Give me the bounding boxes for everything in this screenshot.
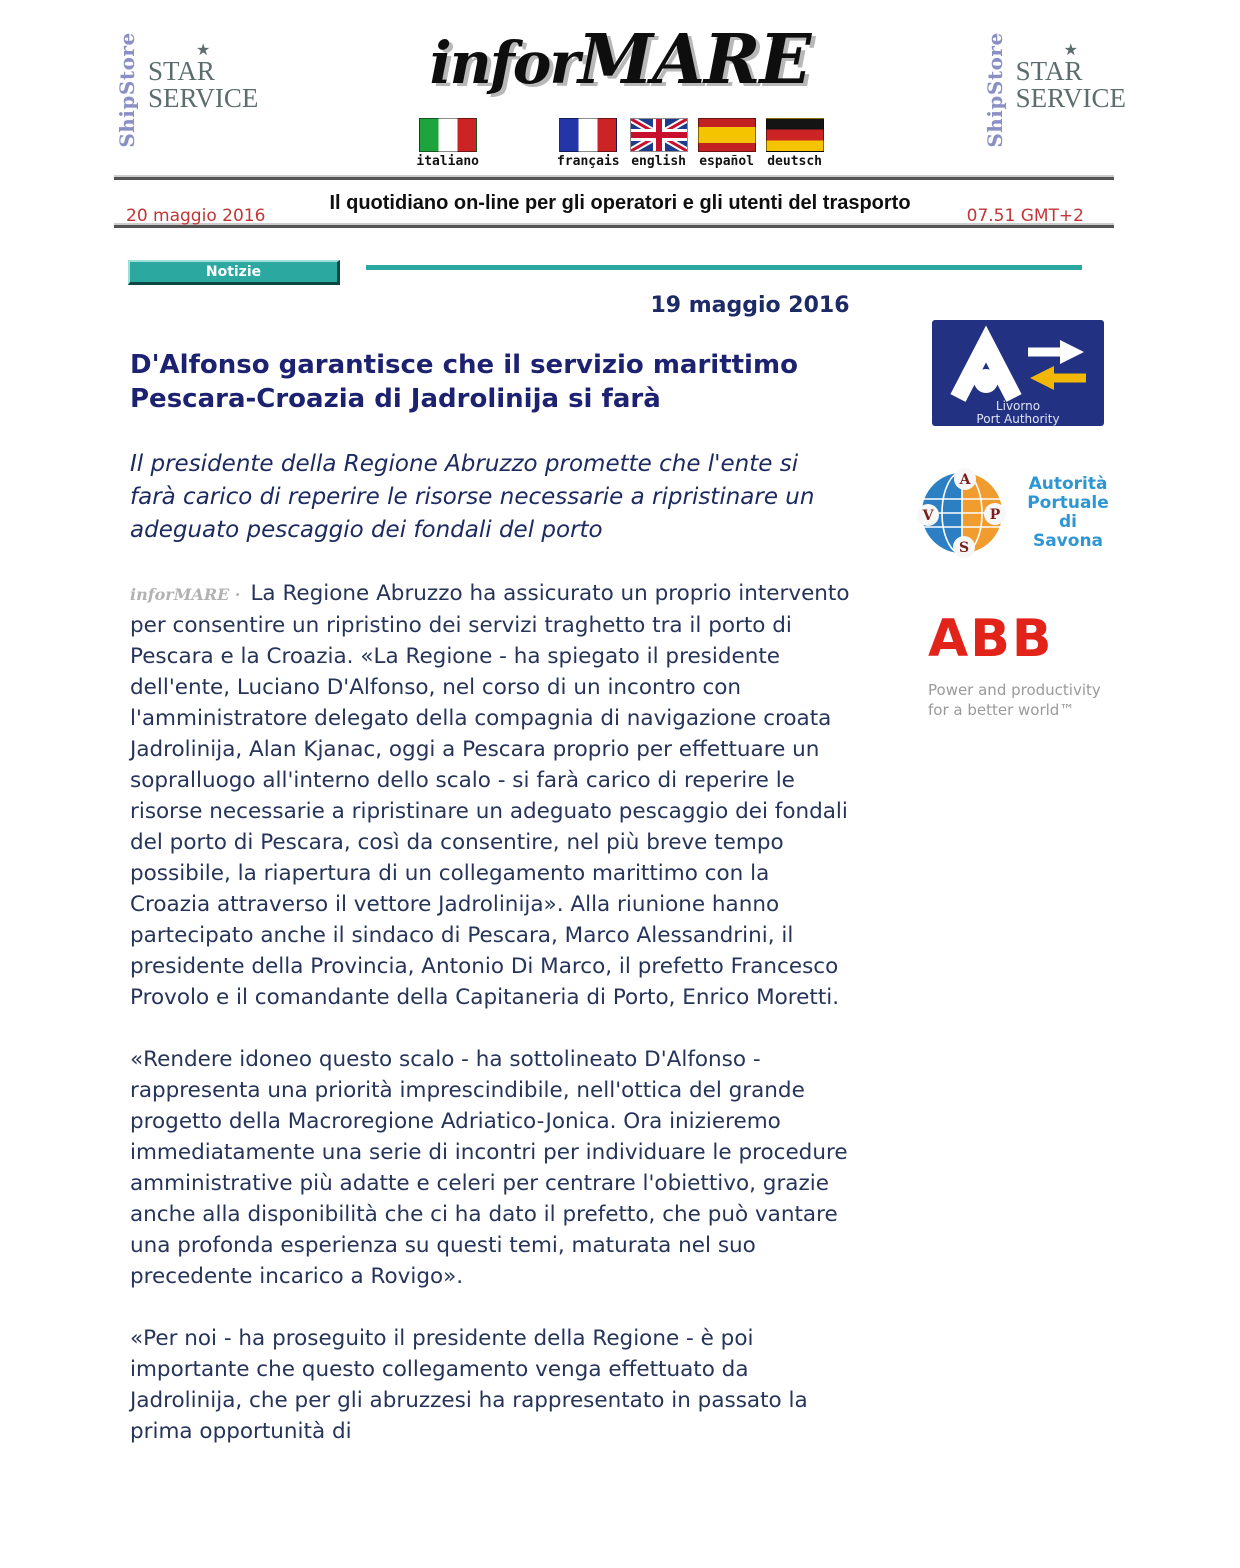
language-italiano[interactable] (416, 118, 479, 169)
language-english-label: english (631, 154, 687, 169)
star-service-line2: SERVICE (1015, 83, 1126, 113)
shipstore-label: ShipStore (115, 32, 139, 148)
notizie-button[interactable]: Notizie (128, 260, 340, 285)
article-date: 19 maggio 2016 (650, 293, 850, 318)
dateline (114, 180, 1126, 226)
teal-divider (366, 265, 1082, 270)
savona-globe-icon (915, 466, 1009, 560)
star-service-line1: STAR (148, 56, 215, 86)
article-title: D'Alfonso garantisce che il servizio marittimo Pescara-Croazia di Jadrolinija si farà (130, 350, 798, 414)
language-espanol-label: español (699, 154, 755, 169)
language-espanol[interactable] (698, 118, 756, 169)
flag-espanol-icon (698, 118, 756, 152)
language-english[interactable] (630, 118, 688, 169)
article-paragraph: «Rendere idoneo questo scalo - ha sottolineato D'Alfonso - rappresenta una priorità imprescindibile, nell'ottica del grande progetto della Macroregione Adriatico-Jonica. Ora inizieremo immediatamente una serie di incontri per individuare le procedure amministrative più adatte e celeri per centrare l'obiettivo, grazie anche alla disponibilità che ci ha dato il prefetto, che può vantare una profonda esperienza su questi temi, maturata nel suo precedente incarico a Rovigo». (130, 1047, 848, 1289)
language-deutsch-label: deutsch (767, 154, 823, 169)
star-service-line1: STAR (1015, 56, 1083, 86)
livorno-label-line2: Port Authority (976, 412, 1060, 426)
star-icon: ★ (196, 42, 211, 59)
livorno-label-line1: Livorno (995, 399, 1041, 413)
nav-row (114, 260, 1126, 285)
flag-deutsch-icon (766, 118, 824, 152)
article (114, 318, 850, 1447)
shipstore-star-service-right-logo[interactable] (982, 32, 1126, 148)
abb-logo: ABB (928, 609, 1054, 669)
informare-inline-logo: inforMARE · (130, 585, 241, 604)
savona-letter-a: A (959, 472, 971, 488)
page-content (114, 0, 1126, 1447)
abb-tagline (928, 680, 1120, 720)
language-selector (416, 118, 823, 169)
livorno-port-authority-ad[interactable] (932, 320, 1104, 430)
paragraph-text: La Regione Abruzzo ha assicurato un proprio intervento per consentire un ripristino dei servizi traghetto tra il porto di Pescara e la Croazia. «La Regione - ha spiegato il presidente dell'ente, Luciano D'Alfonso, nel corso di un incontro con l'amministratore delegato della compagnia di navigazione croata Jadrolinija, Alan Kjanac, oggi a Pescara proprio per effettuare un sopralluogo all'interno dello scalo - si farà carico di reperire le risorse necessarie a ripristinare un adeguato pescaggio dei fondali del porto di Pescara, così da consentire, nel più breve tempo possibile, la riapertura di un collegamento marittimo con la Croazia attraverso il vettore Jadrolinija». Alla riunione hanno partecipato anche il sindaco di Pescara, Marco Alessandrini, il presidente della Provincia, Antonio Di Marco, il prefetto Francesco Provolo e il comandante della Capitaneria di Porto, Enrico Moretti. (130, 581, 850, 1010)
language-francais[interactable] (557, 118, 620, 169)
informare-logo[interactable] (416, 20, 823, 114)
savona-letter-p: P (989, 507, 1001, 523)
article-paragraph (130, 578, 850, 1013)
header (114, 0, 1126, 169)
flag-francais-icon (559, 118, 617, 152)
savona-line4: Savona (1032, 531, 1104, 551)
savona-line2: Portuale (1027, 493, 1109, 513)
language-francais-label: français (557, 154, 620, 169)
star-service-line2: SERVICE (148, 83, 259, 113)
current-date: 20 maggio 2016 (126, 206, 266, 226)
star-icon: ★ (1063, 42, 1078, 59)
savona-line1: Autorità (1028, 474, 1108, 494)
main (114, 318, 1126, 1447)
flag-english-icon (630, 118, 688, 152)
current-time: 07.51 GMT+2 (966, 206, 1084, 226)
shipstore-label: ShipStore (982, 32, 1007, 148)
site-tagline: Il quotidiano on-line per gli operatori e gli utenti del trasporto (329, 192, 911, 214)
abb-tagline-line2: for a better world™ (928, 701, 1075, 719)
shipstore-vertical-logo (982, 32, 1008, 148)
savona-label (1015, 475, 1121, 551)
language-italiano-label: italiano (416, 154, 479, 169)
language-deutsch[interactable] (766, 118, 824, 169)
savona-line3: di (1059, 512, 1077, 532)
abb-tagline-line1: Power and productivity (928, 681, 1101, 699)
star-service-logo (1016, 44, 1126, 112)
informare-masthead (416, 20, 823, 169)
star-service-logo (148, 44, 258, 112)
savona-letter-v: V (922, 508, 934, 524)
article-subtitle: Il presidente della Regione Abruzzo promette che l'ente si farà carico di reperire le risorse necessarie a ripristinare un adeguato pescaggio dei fondali del porto (130, 451, 815, 543)
livorno-port-authority-logo-icon (932, 320, 1104, 426)
shipstore-vertical-logo (114, 32, 140, 148)
informare-logo-infor: infor (429, 29, 579, 97)
article-paragraph: «Per noi - ha proseguito il presidente della Regione - è poi importante che questo collegamento venga effettuato da Jadrolinija, che per gli abruzzesi ha rappresentato in passato la prima opportunità di (130, 1326, 808, 1444)
savona-letter-s: S (958, 540, 970, 556)
abb-ad[interactable] (928, 609, 1120, 720)
shipstore-star-service-left-logo[interactable] (114, 32, 259, 148)
flag-italiano-icon (419, 118, 477, 152)
informare-logo-mare: MARE (578, 20, 811, 100)
sidebar-ads (916, 320, 1126, 720)
savona-port-authority-ad[interactable] (915, 466, 1121, 560)
